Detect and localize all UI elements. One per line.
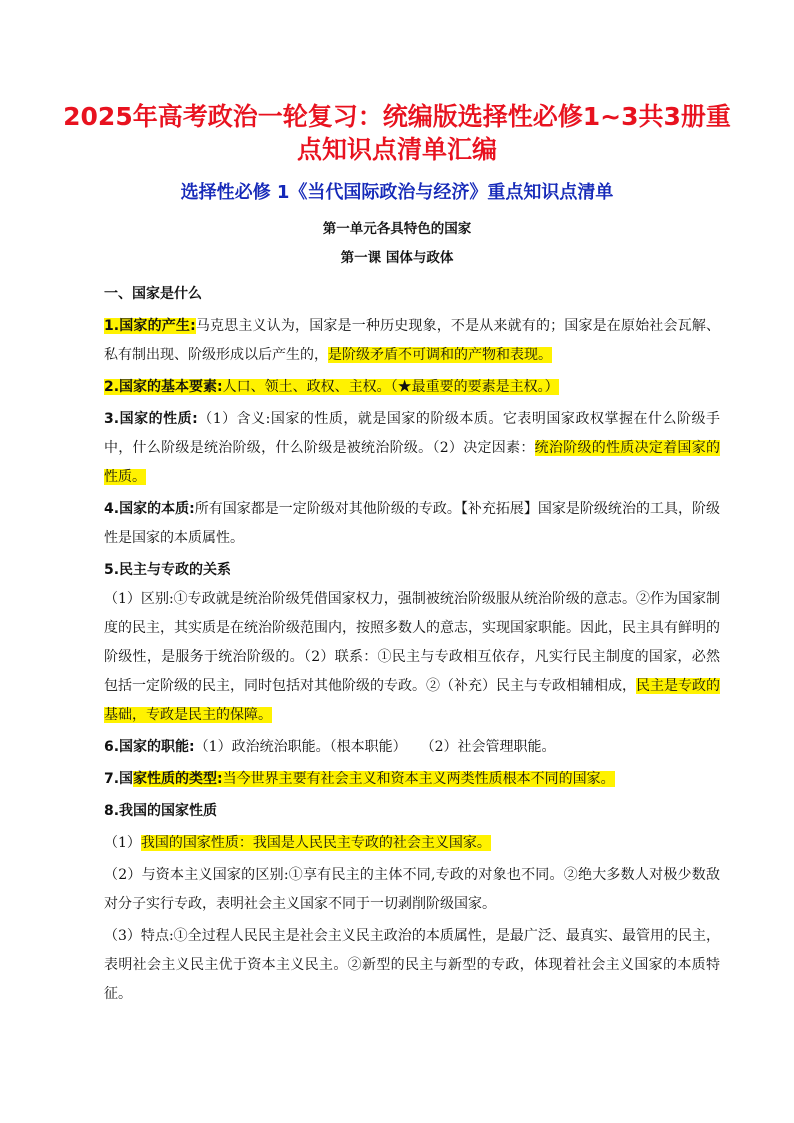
highlighted-text: 当今世界主要有社会主义和资本主义两类性质根本不同的国家。 bbox=[222, 771, 615, 787]
unit-title: 第一单元各具特色的国家 bbox=[322, 221, 472, 237]
highlighted-text: 统治阶级的性质决定着国家的性质。 bbox=[104, 440, 720, 485]
paragraph-types bbox=[104, 765, 720, 794]
term-label: 2.国家的基本要素: bbox=[104, 379, 223, 395]
paragraph-text: （1）区别:①专政就是统治阶级凭借国家权力，强制被统治阶级服从统治阶级的意志。②作为国家制度的民主，其实质是在统治阶级范围内，按照多数人的意志，实现国家职能。因此，民主具有鲜明的阶级性，是服务于统治阶级的。（2）联系：①民主与专政相互依存，凡实行民主制度的国家，必然包括一定阶级的民主，同时包括对其他阶级的专政。②（补充）民主与专政相辅相成， bbox=[104, 591, 720, 694]
term-label: 7.国 bbox=[104, 771, 134, 787]
paragraph-essence bbox=[104, 495, 720, 553]
lesson-title: 第一课 国体与政体 bbox=[340, 250, 454, 266]
paragraph-democracy bbox=[104, 585, 720, 730]
highlighted-text: 是阶级矛盾不可调和的产物和表现。 bbox=[328, 347, 552, 363]
paragraph-our-nature bbox=[104, 829, 720, 858]
highlighted-text: 民主是专政的基础，专政是民主的保障。 bbox=[104, 678, 720, 723]
paragraph-text: （1）含义:国家的性质，就是国家的阶级本质。它表明国家政权掌握在什么阶级手中，什么阶级是统治阶级，什么阶级是被统治阶级。（2）决定因素： bbox=[104, 411, 720, 456]
term-label: 6.国家的职能: bbox=[104, 739, 195, 755]
section-heading: 一、国家是什么 bbox=[104, 286, 202, 302]
highlighted-text: 我国的国家性质：我国是人民民主专政的社会主义国家。 bbox=[140, 835, 491, 851]
paragraph-origin bbox=[104, 312, 720, 370]
paragraph-nature bbox=[104, 405, 720, 492]
term-label: 家性质的类型: bbox=[133, 771, 223, 787]
content-body bbox=[104, 280, 720, 1009]
term-label: 3.国家的性质: bbox=[104, 411, 198, 427]
paragraph-elements bbox=[104, 373, 720, 402]
document-title: 2025年高考政治一轮复习：统编版选择性必修1~3共3册重点知识点清单汇编 bbox=[63, 102, 731, 164]
paragraph-text: （1）政治统治职能。（根本职能） （2）社会管理职能。 bbox=[194, 739, 556, 755]
paragraph-text: 马克思主义认为，国家是一种历史现象，不是从来就有的；国家是在原始社会瓦解、私有制出现、阶级形成以后产生的， bbox=[104, 318, 720, 363]
paragraph-heading: 5.民主与专政的关系 bbox=[104, 562, 232, 578]
term-label: 1.国家的产生: bbox=[104, 318, 196, 334]
highlighted-text: 人口、领土、政权、主权。（★最重要的要素是主权。） bbox=[222, 379, 559, 395]
term-label: 4.国家的本质: bbox=[104, 501, 195, 517]
paragraph-functions bbox=[104, 733, 720, 762]
document-subtitle: 选择性必修 1《当代国际政治与经济》重点知识点清单 bbox=[180, 182, 614, 203]
paragraph-text: 所有国家都是一定阶级对其他阶级的专政。【补充拓展】国家是阶级统治的工具，阶级性是国家的本质属性。 bbox=[104, 501, 720, 546]
paragraph-features: （3）特点:①全过程人民民主是社会主义民主政治的本质属性，是最广泛、最真实、最管用的民主，表明社会主义民主优于资本主义民主。②新型的民主与新型的专政，体现着社会主义国家的本质特征。 bbox=[104, 928, 720, 1002]
paragraph-heading: 8.我国的国家性质 bbox=[104, 803, 218, 819]
paragraph-text: （1） bbox=[104, 835, 141, 851]
paragraph-difference: （2）与资本主义国家的区别:①享有民主的主体不同,专政的对象也不同。②绝大多数人对极少数敌对分子实行专政，表明社会主义国家不同于一切剥削阶级国家。 bbox=[104, 867, 720, 912]
